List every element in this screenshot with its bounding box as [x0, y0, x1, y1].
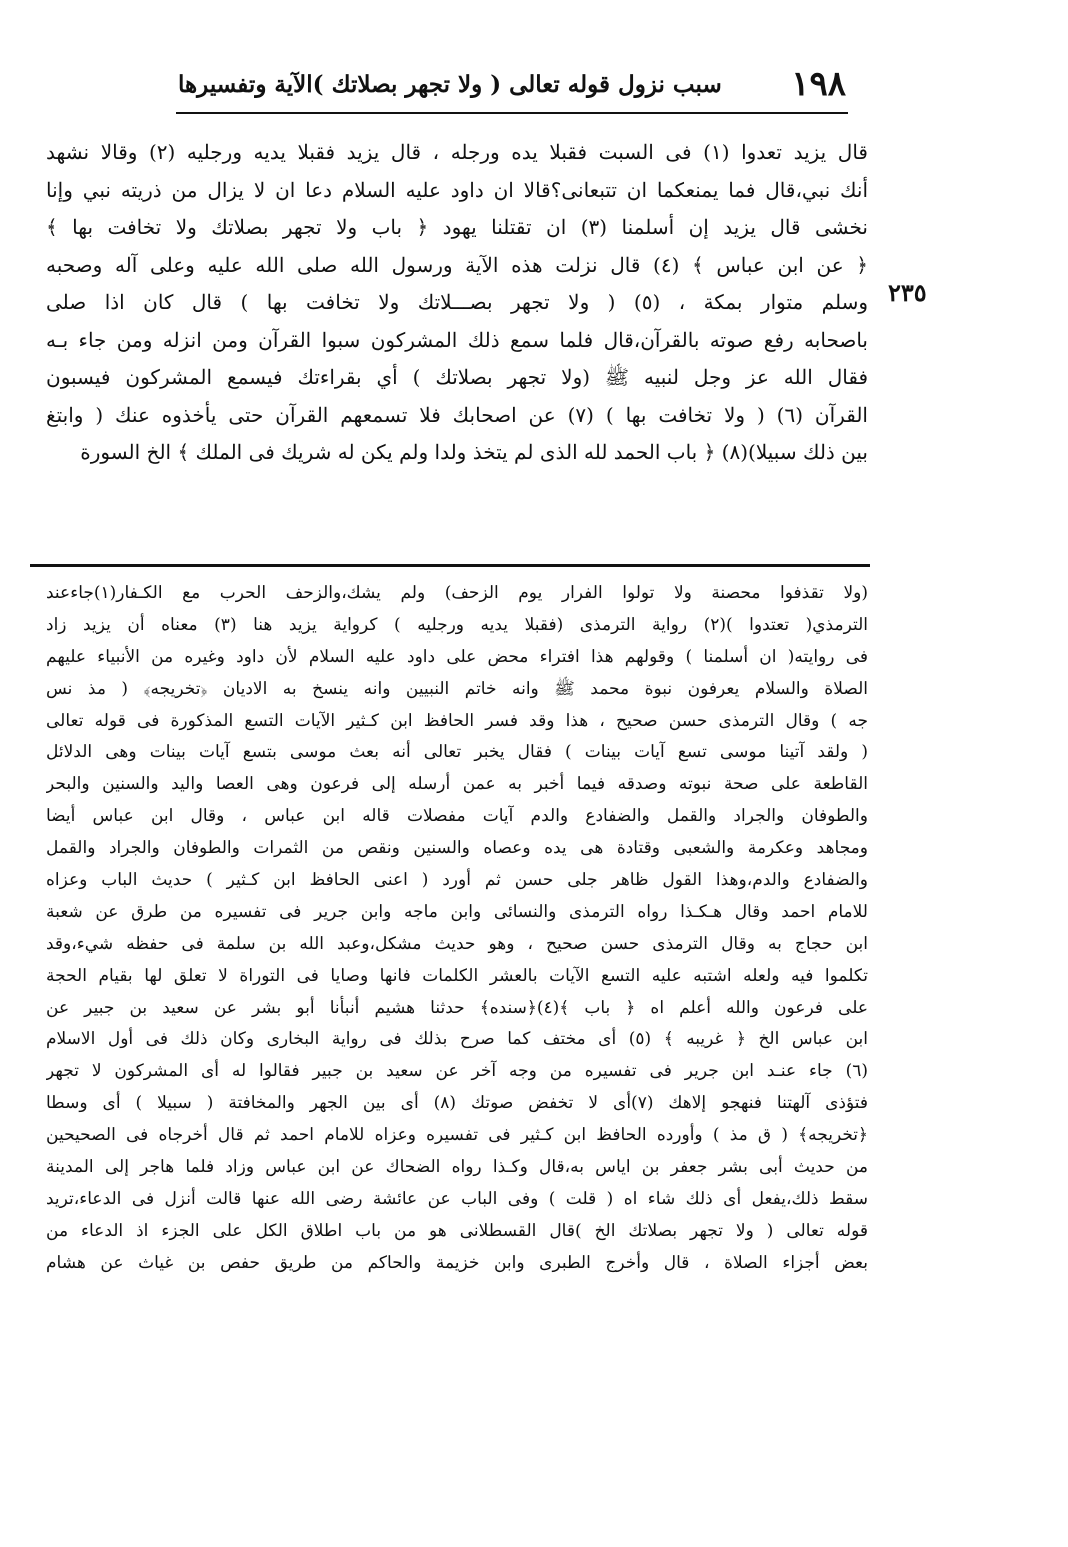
footnote-line: فتؤذى آلهتنا فنهجو إلاهك (٧)أى لا تخفض صوتك (٨) أى بين الجهر والمخافتة ( سبيلا ) أى وسطا: [46, 1093, 868, 1114]
footnote-line: من حديث أبى بشر جعفر بن اياس به،قال وكـذا رواه الضحاك عن ابن عباس وزاد فلما هاجر إلى المدينة: [46, 1157, 868, 1178]
footnote-line: (٦) جاء عنـد ابن جرير فى تفسيره من وجه آخر عن سعيد بن جبير فقالوا له أى المشركون لا تجهر: [46, 1061, 868, 1082]
running-title: سبب نزول قوله تعالى ( ولا تجهر بصلاتك )الآية وتفسيرها: [178, 70, 722, 98]
footnote-line: فى روايته( ان أسلمنا ) وقولهم هذا افتراء محض على داود عليه السلام لأن داود وغيره من الأنبياء عليهم: [46, 646, 868, 667]
footnote-line: ابن عباس الخ ﴿ غريبه ﴾ (٥) أى مختف كما صرح بذلك فى رواية البخارى وكان ذلك فى أول الاسلام: [46, 1029, 868, 1050]
page-header: [178, 62, 846, 106]
footnote-line: جه ) وقال الترمذى حسن صحيح ، هذا وقد فسر الحافظ ابن كـثير الآيات التسع المذكورة فى قوله تعالى: [46, 710, 868, 731]
footnote-line: ابن حجاج به وقال الترمذى حسن صحيح ، وهو حديث مشكل،وعبد الله بن سلمة فى حفظه شيء،وقد: [46, 933, 868, 954]
footnote-line: (ولا تقذفوا محصنة ولا تولوا الفرار يوم الزحف) ولم يشك،والزحف الحرب مع الكـفار(١)جاءعند: [46, 583, 868, 603]
main-line: بين ذلك سبيلا)(٨) ﴿ باب الحمد لله الذى لم يتخذ ولدا ولم يكن له شريك فى الملك ﴾ الخ السورة: [80, 440, 868, 464]
page-number: ١٩٨: [791, 64, 846, 104]
footnote-line: قوله تعالى ( ولا تجهر بصلاتك الخ )قال القسطلانى هو من باب اطلاق الكل على الجزء اذ الدعاء من: [46, 1220, 868, 1241]
main-line: نخشى قال يزيد إن أسلمنا (٣) ان تقتلنا يهود ﴿ باب ولا تجهر بصلاتك ولا تخافت بها ﴾: [46, 215, 868, 239]
footnote-line: ( ولقد آتينا موسى تسع آيات بينات ) فقال يخبر تعالى أنه بعث موسى بتسع آيات بينات وهى الدلائل: [46, 742, 868, 763]
main-line: أنك نبي،قال فما يمنعكما ان تتبعانى؟قالا ان داود عليه السلام دعا ان لا يزال من ذريته نبي وإنا: [46, 177, 868, 202]
main-line: فقال الله عز وجل لنبيه ﷺ (ولا تجهر بصلاتك ) أي بقراءتك فيسمع المشركون فيسبون: [46, 365, 868, 389]
main-text: [46, 134, 868, 472]
footnote-line: تكلموا فيه ولعله اشتبه عليه التسع الآيات بالعشر الكلمات فانها وصايا فى التوراة لا تعلق لها بقيام الحجة: [46, 965, 868, 986]
footnote-line: الترمذي( تعتدوا )(٢) رواية الترمذى (فقبلا يديه ورجليه ) كرواية يزيد هنا (٣) معناه أن يزيد زاد: [46, 614, 868, 635]
footnote-divider: [30, 564, 870, 567]
footnote-line: بعض أجزاء الصلاة ، قال وأخرج الطبرى وابن خزيمة والحاكم من طريق حفص بن غياث عن هشام: [46, 1252, 868, 1273]
main-line: قال يزيد تعدوا (١) فى السبت فقبلا يده ورجله ، قال يزيد فقبلا يديه ورجليه (٢) وقالا نشهد: [46, 140, 868, 164]
footnote-line: الصلاة والسلام يعرفون نبوة محمد ﷺ وانه خاتم النبيين وانه ينسخ به الاديان ﴿تخريجه﴾ ( مذ نس: [46, 678, 868, 699]
main-line: وسلم متوار بمكة ، (٥) ( ولا تجهر بصـــلاتك ولا تخافت بها ) قال كان اذا صلى: [46, 290, 868, 314]
main-line: ﴿ عن ابن عباس ﴾ (٤) قال نزلت هذه الآية ورسول الله صلى الله عليه وعلى آله وصحبه: [46, 252, 868, 277]
footnote-line: القاطعة على صحة نبوته وصدقه فيما أخبر به عمن أرسله إلى فرعون وهى العصا واليد والسنين والبحر: [46, 774, 868, 795]
footnote-line: على فرعون والله أعلم اه ﴿ باب ﴾(٤)﴿سنده﴾ حدثنا هشيم أنبأنا أبو بشر عن سعيد بن جبير عن: [46, 997, 868, 1018]
footnotes: [46, 578, 868, 1280]
footnote-line: ﴿تخريجه﴾ ( ق مذ ) وأورده الحافظ ابن كـثير فى تفسيره وعزاه للامام احمد ثم قال أخرجاه فى الصحيحين: [46, 1125, 868, 1146]
header-divider: [176, 112, 848, 114]
main-line: القرآن (٦) ( ولا تخافت بها ) (٧) عن اصحابك فلا تسمعهم القرآن حتى يأخذوه عنك ( وابتغ: [46, 402, 868, 427]
footnote-line: والطوفان والجراد والقمل والضفادع والدم آيات مفصلات قاله ابن عباس ، وقال ابن عباس أيضا: [46, 806, 868, 827]
footnote-line: والضفادع والدم،وهذا القول ظاهر جلى حسن ثم أورد ( اعنى الحافظ ابن كـثير ) حديث الباب وعزاه: [46, 870, 868, 891]
footnote-line: ومجاهد وعكرمة والشعبى وقتادة هى يده وعصاه والسنين ونقص من الثمرات والطوفان والجراد والقمل: [46, 838, 868, 859]
hadith-number: ٢٣٥: [888, 278, 927, 307]
footnote-line: للامام احمد وقال هـكـذا رواه الترمذى والنسائى وابن ماجه وابن جرير فى تفسيره من طرق عن شعبة: [46, 901, 868, 922]
footnote-line: سقط ذلك،يفعل أى ذلك شاء اه ( قلت ) وفى الباب عن عائشة رضى الله عنها قالت أنزل فى الدعاء،تريد: [46, 1188, 868, 1209]
main-line: باصحابه رفع صوته بالقرآن،قال فلما سمع ذلك المشركون سبوا القرآن ومن انزله ومن جاء بـه: [46, 327, 868, 352]
